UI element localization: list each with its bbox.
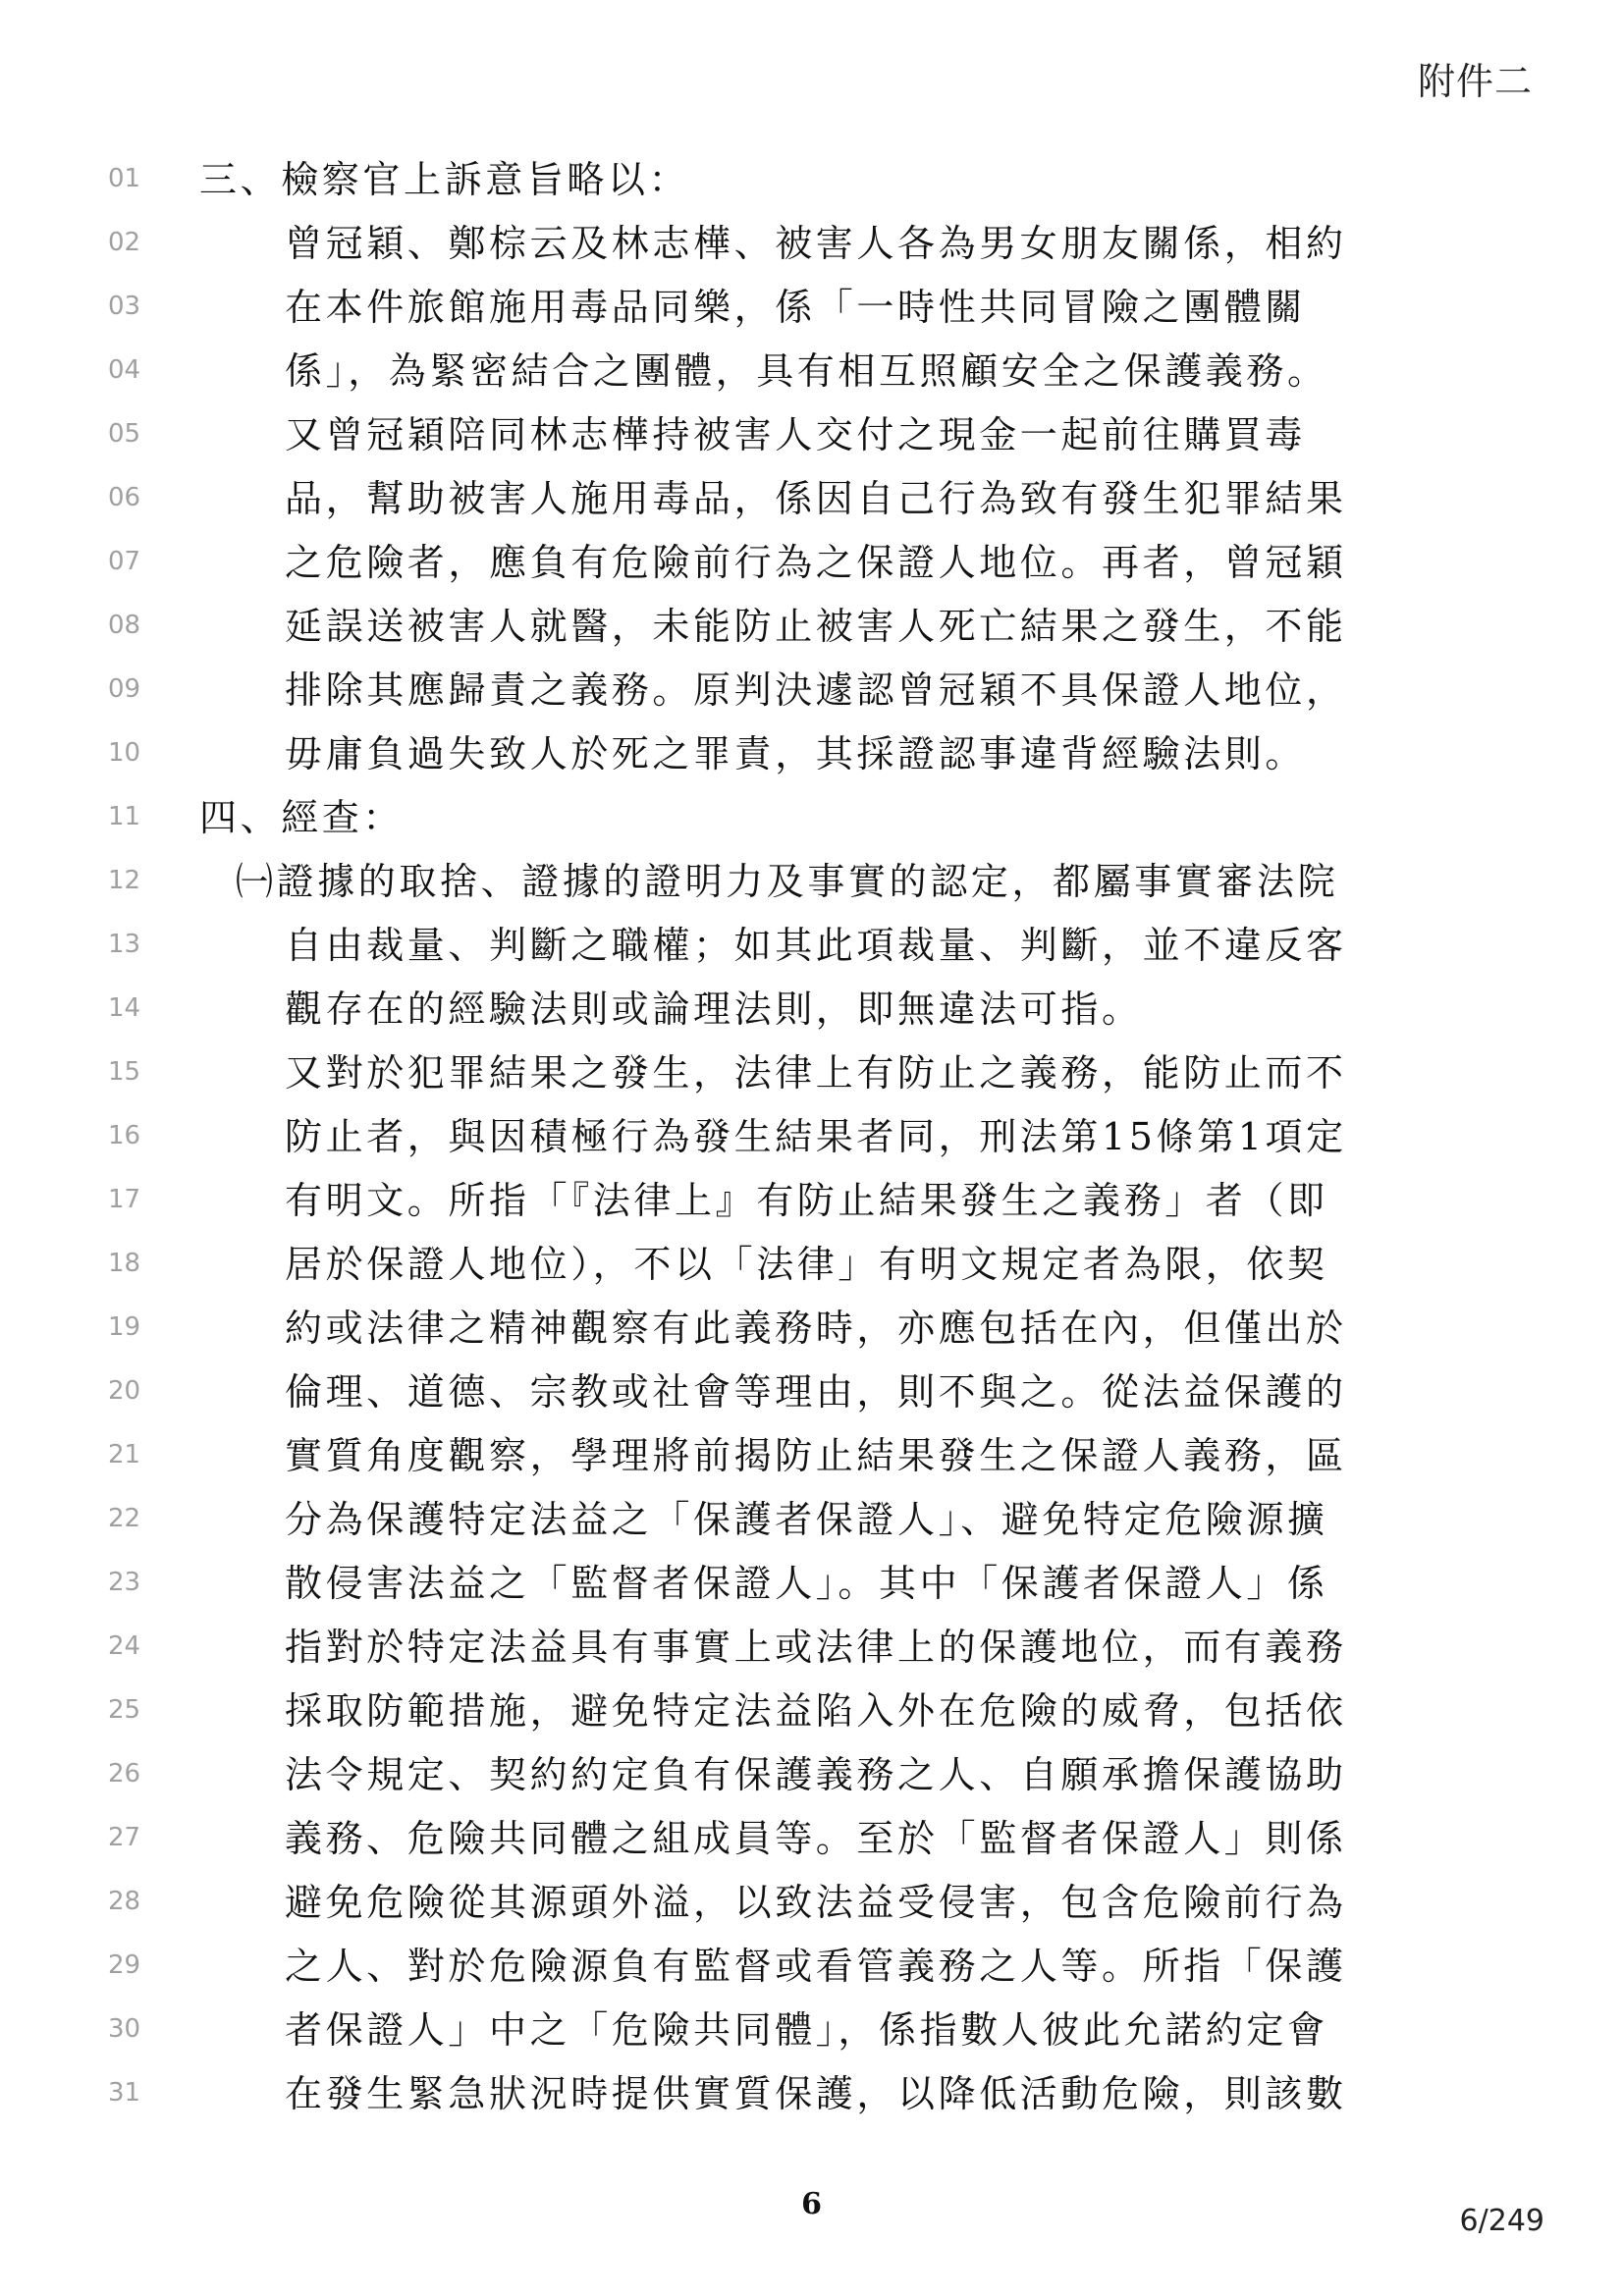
line-text: 採取防範措施，避免特定法益陷入外在危險的威脅，包括依 [285,1689,1347,1733]
line-text: 實質角度觀察，學理將前揭防止結果發生之保證人義務，區 [285,1434,1347,1477]
line-number: 06 [108,483,141,512]
document-line [0,1492,1623,1556]
line-text: 之危險者，應負有危險前行為之保證人地位。再者，曾冠穎 [285,541,1347,584]
line-number: 11 [108,802,141,831]
document-line [0,663,1623,726]
document-line [0,1045,1623,1109]
line-number: 04 [108,355,141,385]
document-line [0,471,1623,535]
document-line [0,790,1623,854]
line-text: 曾冠穎、鄭棕云及林志樺、被害人各為男女朋友關係，相約 [285,222,1347,265]
annex-label: 附件二 [1417,60,1533,103]
line-number: 23 [108,1568,141,1597]
line-text: 之人、對於危險源負有監督或看管義務之人等。所指「保護 [285,1945,1347,1988]
page-count: 6/249 [1459,2204,1544,2238]
line-text: 自由裁量、判斷之職權；如其此項裁量、判斷，並不違反客 [285,924,1347,967]
document-line [0,216,1623,280]
line-text: 者保證人」中之「危險共同體」，係指數人彼此允諾約定會 [285,2008,1328,2052]
line-number: 30 [108,2014,141,2044]
line-number: 16 [108,1121,141,1150]
line-number: 08 [108,611,141,640]
line-number: 03 [108,292,141,321]
document-line [0,407,1623,471]
line-number: 28 [108,1887,141,1916]
line-text: 指對於特定法益具有事實上或法律上的保護地位，而有義務 [285,1626,1347,1669]
line-text: 義務、危險共同體之組成員等。至於「監督者保證人」則係 [285,1817,1347,1860]
document-line [0,1173,1623,1237]
line-number: 13 [108,930,141,959]
line-number: 24 [108,1631,141,1661]
document-line [0,152,1623,216]
line-number: 21 [108,1440,141,1469]
line-text: 排除其應歸責之義務。原判決遽認曾冠穎不具保證人地位， [285,668,1347,712]
document-line [0,1875,1623,1939]
document-line [0,1811,1623,1875]
line-text: 散侵害法益之「監督者保證人」。其中「保護者保證人」係 [285,1562,1328,1605]
line-text: 又曾冠穎陪同林志樺持被害人交付之現金一起前往購買毒 [285,413,1307,456]
line-number: 02 [108,228,141,257]
line-number: 17 [108,1185,141,1214]
document-line [0,726,1623,790]
line-text: 在發生緊急狀況時提供實質保護，以降低活動危險，則該數 [285,2072,1347,2115]
document-line [0,1428,1623,1492]
document-line [0,1556,1623,1620]
line-text: 居於保證人地位），不以「法律」有明文規定者為限，依契 [285,1243,1328,1286]
line-number: 09 [108,674,141,704]
document-line [0,854,1623,918]
document-line [0,1747,1623,1811]
line-number: 18 [108,1249,141,1278]
subheading-1: ㈠證據的取捨、證據的證明力及事實的認定，都屬事實審法院 [236,860,1339,903]
line-text: 防止者，與因積極行為發生結果者同，刑法第15條第1項定 [285,1115,1347,1158]
line-number: 25 [108,1695,141,1725]
document-line [0,1109,1623,1173]
line-text: 品，幫助被害人施用毒品，係因自己行為致有發生犯罪結果 [285,477,1347,520]
line-text: 法令規定、契約約定負有保護義務之人、自願承擔保護協助 [285,1753,1347,1796]
line-text: 分為保護特定法益之「保護者保證人」、避免特定危險源擴 [285,1498,1328,1541]
document-line [0,1364,1623,1428]
document-line [0,2002,1623,2066]
document-line [0,344,1623,407]
line-number: 14 [108,993,141,1023]
document-line [0,1301,1623,1364]
page-number: 6 [801,2187,822,2221]
heading-3: 三、檢察官上訴意旨略以： [199,158,690,201]
document-line [0,918,1623,982]
line-text: 倫理、道德、宗教或社會等理由，則不與之。從法益保護的 [285,1370,1347,1414]
line-text: 又對於犯罪結果之發生，法律上有防止之義務，能防止而不 [285,1051,1347,1095]
line-number: 10 [108,738,141,768]
line-number: 31 [108,2078,141,2108]
line-text: 避免危險從其源頭外溢，以致法益受侵害，包含危險前行為 [285,1881,1347,1924]
line-text: 觀存在的經驗法則或論理法則，即無違法可指。 [285,988,1143,1031]
line-text: 在本件旅館施用毒品同樂，係「一時性共同冒險之團體關 [285,286,1307,329]
document-line [0,599,1623,663]
document-line [0,280,1623,344]
document-line [0,1620,1623,1683]
line-number: 26 [108,1759,141,1789]
line-text: 延誤送被害人就醫，未能防止被害人死亡結果之發生，不能 [285,605,1347,648]
heading-4: 四、經查： [199,796,405,839]
document-line [0,535,1623,599]
line-number: 20 [108,1376,141,1406]
document-line [0,1939,1623,2002]
line-number: 05 [108,419,141,449]
document-line [0,1683,1623,1747]
line-number: 19 [108,1312,141,1342]
line-number: 27 [108,1823,141,1852]
document-line [0,2066,1623,2130]
line-number: 01 [108,164,141,193]
line-number: 22 [108,1504,141,1533]
line-text: 有明文。所指「『法律上』有防止結果發生之義務」者（即 [285,1179,1328,1222]
document-line [0,1237,1623,1301]
line-number: 12 [108,866,141,895]
line-text: 約或法律之精神觀察有此義務時，亦應包括在內，但僅出於 [285,1307,1347,1350]
line-number: 15 [108,1057,141,1087]
document-line [0,982,1623,1045]
line-number: 29 [108,1950,141,1980]
line-text: 係」，為緊密結合之團體，具有相互照顧安全之保護義務。 [285,349,1328,393]
line-text: 毋庸負過失致人於死之罪責，其採證認事違背經驗法則。 [285,732,1307,775]
line-number: 07 [108,547,141,576]
